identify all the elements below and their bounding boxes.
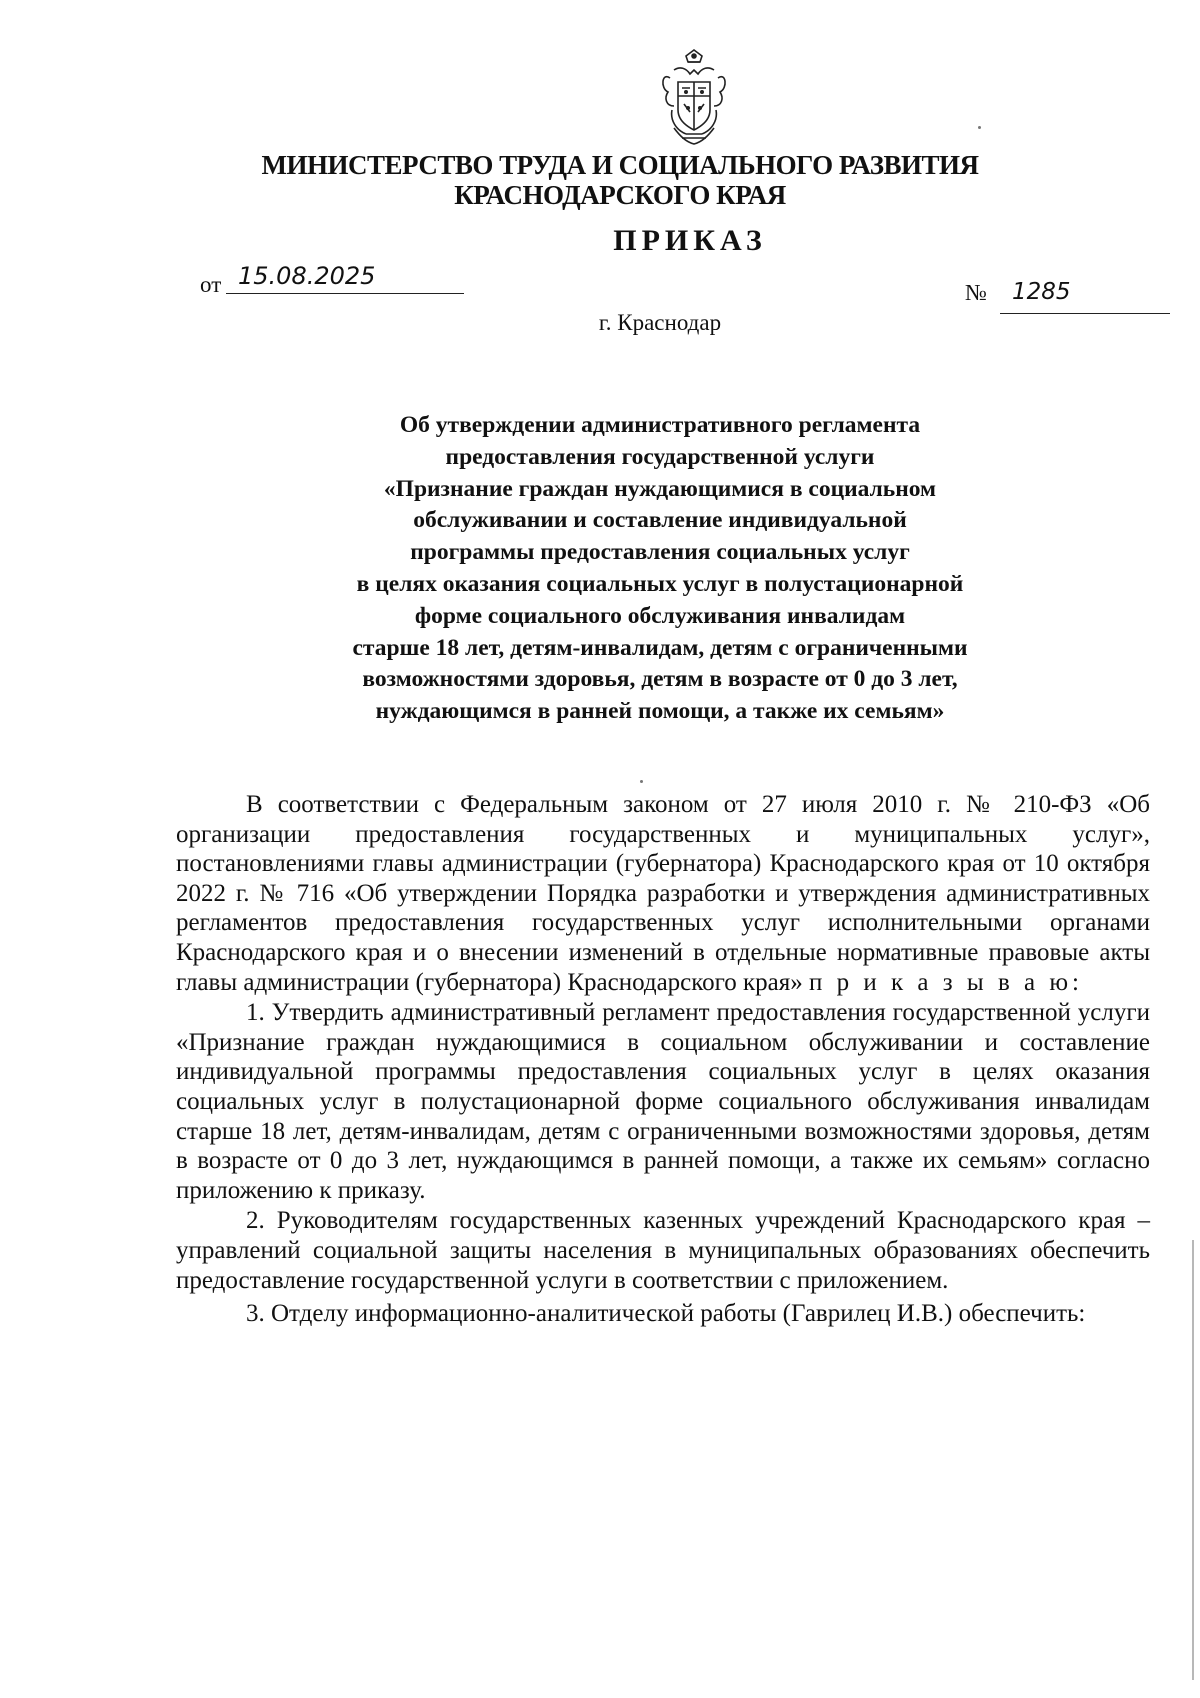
ministry-name-line1: МИНИСТЕРСТВО ТРУДА И СОЦИАЛЬНОГО РАЗВИТИЯ: [261, 150, 979, 180]
item-3-paragraph: 3. Отделу информационно-аналитической работы (Гаврилец И.В.) обеспечить:: [246, 1300, 1086, 1328]
scan-speck: [640, 780, 643, 783]
number-label: №: [965, 280, 987, 305]
item-1-paragraph: 1. Утвердить административный регламент предоставления государственной услуги «Признание граждан нуждающимися в социальном обслуживании и составление индивидуальной программы предоставления социальных услуг в целях оказания социальных услуг в полустационарной форме социального обслуживания инвалидам старше 18 лет, детям-инвалидам, детям с ограниченными возможностями здоровья, детям в возрасте от 0 до 3 лет, нуждающимся в ранней помощи, а также их семьям» согласно приложению к приказу.: [176, 999, 1150, 1204]
order-word: п р и к а з ы в а ю:: [809, 968, 1083, 996]
item-2-paragraph: 2. Руководителям государственных казенных учреждений Краснодарского края – управлений социальной защиты населения в муниципальных образованиях обеспечить предоставление государственной услуги в соответствии с приложением.: [176, 1207, 1150, 1294]
subject-line: Об утверждении административного регламента: [399, 412, 921, 438]
subject-line: «Признание граждан нуждающимися в социальном: [383, 475, 937, 502]
coat-of-arms-emblem: [656, 48, 732, 148]
subject-line: нуждающимся в ранней помощи, а также их семьям»: [375, 698, 945, 725]
subject-line: возможностями здоровья, детям в возрасте от 0 до 3 лет,: [362, 666, 958, 693]
date-label: от: [200, 272, 222, 297]
preamble-text: В соответствии с Федеральным законом от 27 июля 2010 г. № 210-ФЗ «Об организации предоставления государственных и муниципальных услуг», постановлениями главы администрации (губернатора) Краснодарского края от 10 октября 2022 г. № 716 «Об утверждении Порядка разработки и утверждения административных регламентов предоставления государственных услуг исполнительными органами Краснодарского края и о внесении изменений в отдельные нормативные правовые акты главы администрации (губернатора) Краснодарского края»: [176, 791, 1150, 996]
ministry-name: [240, 150, 1000, 210]
ministry-name-line2: КРАСНОДАРСКОГО КРАЯ: [454, 180, 786, 210]
scan-edge-artifact: [1192, 1240, 1194, 1680]
document-type-title: ПРИКАЗ: [613, 224, 767, 257]
subject-line: обслуживании и составление индивидуальной: [413, 507, 907, 534]
scan-speck: [978, 126, 981, 129]
date-value: 15.08.2025: [226, 262, 464, 294]
subject-line: в целях оказания социальных услуг в полустационарной: [356, 570, 964, 597]
number-value: 1285: [1000, 284, 1170, 314]
order-subject: [260, 410, 1060, 728]
subject-line: форме социального обслуживания инвалидам: [414, 602, 906, 629]
subject-line: предоставления государственной услуги: [445, 443, 875, 470]
subject-line: старше 18 лет, детям-инвалидам, детям с ограниченными: [352, 634, 968, 661]
order-body: [176, 790, 1150, 1329]
preamble-paragraph: [176, 790, 1150, 997]
subject-line: программы предоставления социальных услуг: [410, 539, 910, 566]
city-label: г. Краснодар: [598, 310, 722, 335]
